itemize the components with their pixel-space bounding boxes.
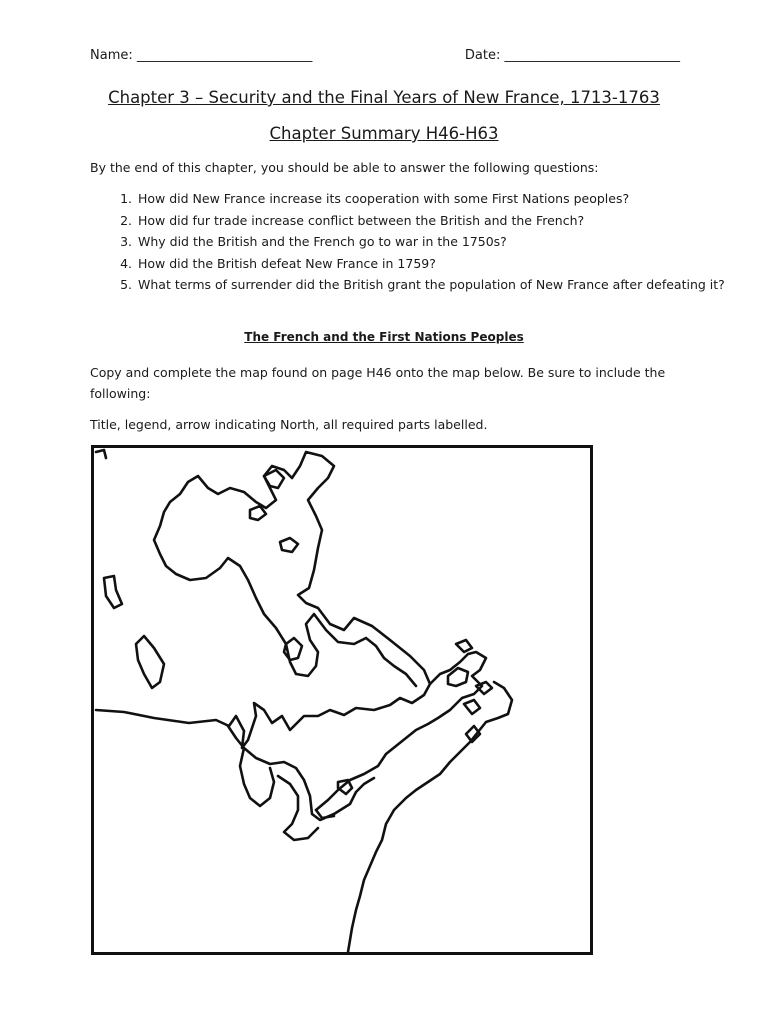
section-heading: The French and the First Nations Peoples: [244, 330, 524, 344]
map-instructions: Copy and complete the map found on page H46 onto the map below. Be sure to include the following:: [90, 365, 666, 401]
question-item: 5. What terms of surrender did the British grant the population of New France after defeating it?: [136, 274, 726, 296]
great-lakes-outline: [228, 726, 374, 840]
belcher-island: [280, 538, 298, 552]
intro-text: By the end of this chapter, you should be able to answer the following questions:: [90, 160, 599, 175]
gulf-island-4: [464, 700, 480, 714]
mainland-coastline: [96, 452, 430, 748]
map-requirements: Title, legend, arrow indicating North, all required parts labelled.: [90, 417, 488, 432]
gulf-island-2: [476, 682, 492, 694]
question-item: 4. How did the British defeat New France in 1759?: [136, 253, 726, 275]
hudson-island: [250, 506, 266, 520]
question-item: 2. How did fur trade increase conflict between the British and the French?: [136, 210, 726, 232]
question-item: 1. How did New France increase its cooperation with some First Nations peoples?: [136, 188, 726, 210]
question-item: 3. Why did the British and the French go to war in the 1750s?: [136, 231, 726, 253]
map-outline-drawing: [94, 448, 590, 952]
header-fields: [90, 48, 680, 63]
labrador-coastline: [316, 652, 486, 810]
date-field[interactable]: Date: ___________________________: [464, 48, 680, 63]
chapter-summary-heading: Chapter Summary H46-H63: [269, 124, 499, 143]
west-island: [136, 636, 164, 688]
question-list: [90, 188, 726, 296]
outline-map-canada[interactable]: [91, 445, 593, 955]
northwest-island: [104, 576, 122, 608]
gulf-island-1: [456, 640, 472, 652]
chapter-title: Chapter 3 – Security and the Final Years of New France, 1713-1763: [108, 88, 660, 107]
corner-mark: [96, 450, 106, 458]
name-field[interactable]: Name: ___________________________: [90, 48, 313, 63]
